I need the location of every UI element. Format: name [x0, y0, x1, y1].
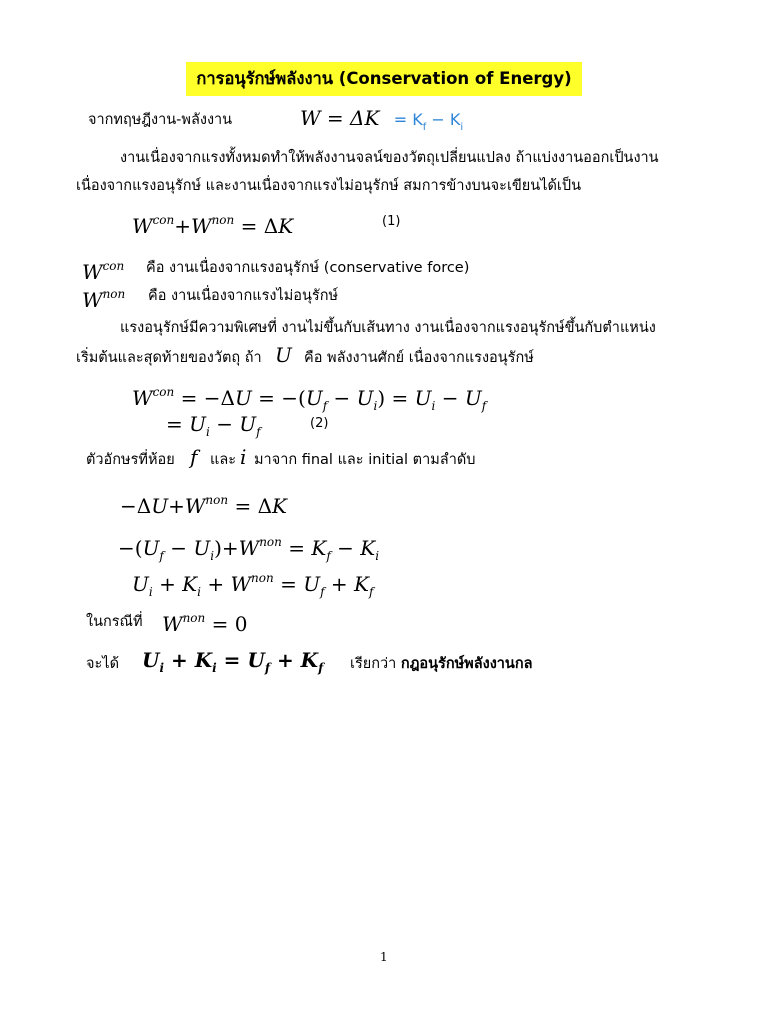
note-sub-f: f — [422, 122, 427, 133]
definition-w-non: คือ งานเนื่องจากแรงไม่อนุรักษ์ — [148, 288, 339, 304]
equation-conservation-law: $U_i + K_i = U_f + K_f$ — [142, 648, 324, 675]
subscript-note-c: มาจาก final และ initial ตามลำดับ — [254, 452, 476, 468]
note-minus-k: − K — [426, 110, 461, 129]
symbol-w-con: $W^{con}$ — [82, 259, 125, 284]
symbol-u: U — [275, 343, 292, 367]
symbol-i: i — [240, 445, 247, 469]
note-sub-i: i — [460, 122, 464, 133]
equation-2-line-2: = $U_i - U_f$ — [166, 412, 261, 439]
equation-work-energy-note — [393, 110, 464, 133]
equation-2-number: (2) — [310, 416, 329, 431]
paragraph-1-line-2: เนื่องจากแรงอนุรักษ์ และงานเนื่องจากแรงไม่อนุรักษ์ สมการข้างบนจะเขียนได้เป็น — [76, 178, 582, 194]
equation-1: $W^{con}+W^{non} = \Delta K$ — [132, 213, 294, 238]
paragraph-2-line-2-b: คือ พลังงานศักย์ เนื่องจากแรงอนุรักษ์ — [304, 350, 534, 366]
definition-w-con: คือ งานเนื่องจากแรงอนุรักษ์ (conservative force) — [146, 260, 470, 276]
equation-3: $-\Delta U+W^{non} = \Delta K$ — [120, 493, 287, 518]
paragraph-2-line-2-a: เริ่มต้นและสุดท้ายของวัตถุ ถ้า — [76, 350, 262, 366]
page-title: การอนุรักษ์พลังงาน (Conservation of Energy) — [186, 62, 582, 96]
law-prefix: เรียกว่า — [350, 656, 397, 672]
symbol-w-non: $W^{non}$ — [82, 287, 126, 312]
equation-5: $U_i + K_i + W^{non} = U_f + K_f$ — [132, 571, 374, 599]
law-sentence — [350, 654, 533, 674]
result-label: จะได้ — [86, 656, 119, 672]
note-k: = K — [393, 110, 423, 129]
equation-2-line-1: $W^{con} = -\Delta U = -(U_f - U_i) = U_i - U_f$ — [132, 385, 487, 413]
subscript-note-a: ตัวอักษรที่ห้อย — [86, 452, 175, 468]
subscript-note-b: และ — [210, 452, 237, 468]
paragraph-2-line-1: แรงอนุรักษ์มีความพิเศษที่ งานไม่ขึ้นกับเส้นทาง งานเนื่องจากแรงอนุรักษ์ขึ้นกับตำแหน่ง — [120, 320, 656, 336]
equation-work-energy-main: W = ΔK — [300, 106, 380, 130]
law-name: กฎอนุรักษ์พลังงานกล — [400, 656, 533, 672]
paragraph-1-line-1: งานเนื่องจากแรงทั้งหมดทำให้พลังงานจลน์ของวัตถุเปลี่ยนแปลง ถ้าแบ่งงานออกเป็นงาน — [120, 150, 659, 166]
case-label: ในกรณีที่ — [86, 614, 143, 630]
theorem-label: จากทฤษฎีงาน-พลังงาน — [88, 112, 233, 128]
page-number: 1 — [380, 950, 388, 964]
equation-4: $-(U_f - U_i)+W^{non} = K_f - K_i$ — [118, 535, 380, 563]
equation-1-number: (1) — [382, 214, 401, 229]
equation-work-energy — [300, 106, 463, 140]
symbol-f: f — [190, 445, 198, 469]
equation-w-non-zero: $W^{non} = 0$ — [162, 611, 248, 636]
